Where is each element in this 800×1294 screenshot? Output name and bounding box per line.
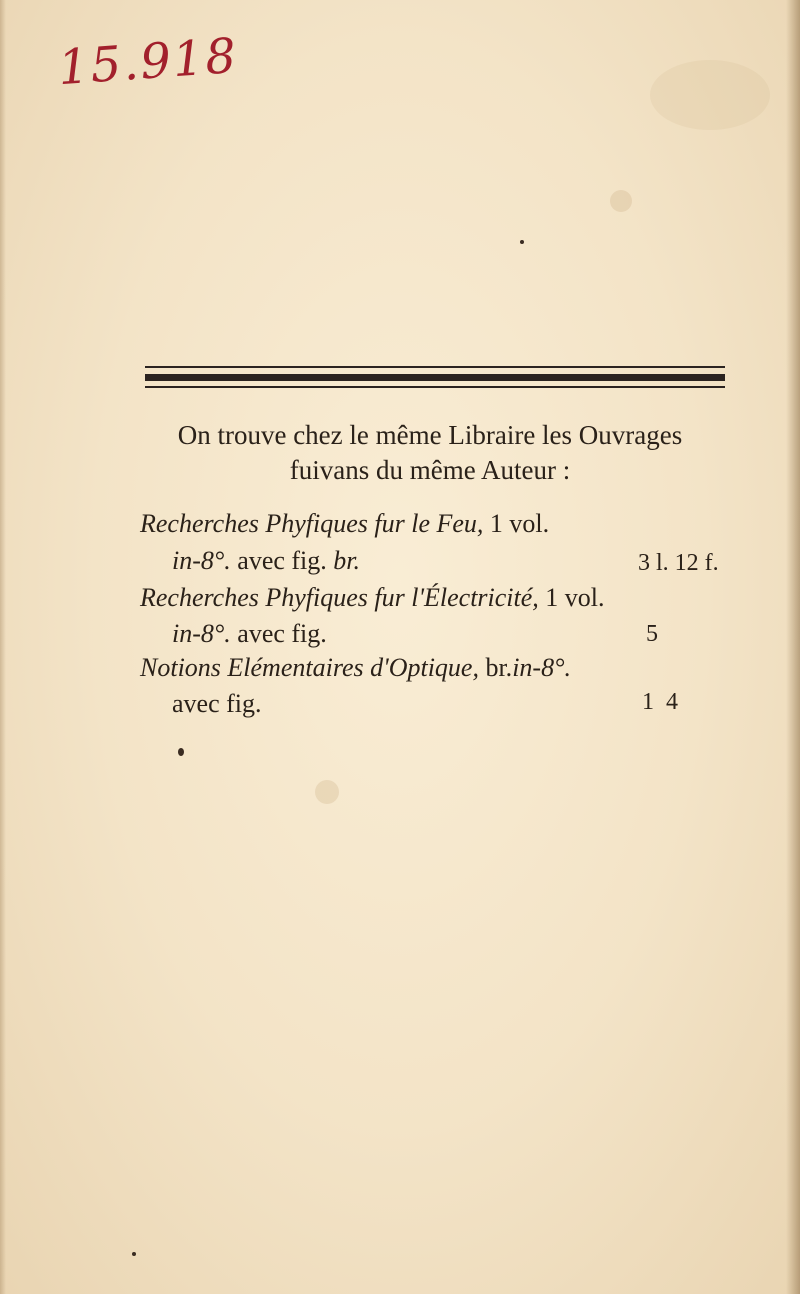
book-3-line-1 [140, 653, 571, 683]
paper-stain [650, 60, 770, 130]
book-2-figures: avec fig. [237, 619, 327, 648]
page-right-edge [786, 0, 800, 1294]
ink-speck [520, 240, 524, 244]
paper-stain [315, 780, 339, 804]
book-2-line-1 [140, 583, 605, 613]
book-2-title: Recherches Phyfiques fur l'Électricité, [140, 583, 539, 612]
book-2-format: in-8°. [172, 619, 231, 648]
book-1-title: Recherches Phyfiques fur le Feu, [140, 509, 484, 538]
ornamental-rule-bottom [145, 386, 725, 388]
ornamental-rule-middle [145, 374, 725, 381]
intro-line-1: On trouve chez le même Libraire les Ouvrages [177, 420, 683, 450]
book-2-line-2 [172, 619, 327, 649]
paper-stain [610, 190, 632, 212]
ink-speck [132, 1252, 136, 1256]
book-3-line-2 [172, 689, 262, 719]
book-2-price: 5 [646, 621, 658, 647]
book-1-line-2 [172, 546, 360, 576]
book-3-figures: avec fig. [172, 689, 262, 718]
ink-speck [178, 748, 184, 756]
book-1-format: in-8°. [172, 546, 231, 575]
handwritten-annotation: 15.918 [56, 27, 240, 97]
book-3-binding: br. [485, 653, 513, 682]
book-3-price: 1 4 [642, 689, 678, 715]
book-1-line-1 [140, 509, 549, 539]
book-1-figures: avec fig. [237, 546, 327, 575]
page-left-edge [0, 0, 6, 1294]
book-1-binding: br. [333, 546, 361, 575]
ornamental-rule-top [145, 366, 725, 368]
intro-text [140, 418, 720, 488]
intro-line-2: fuivans du même Auteur : [289, 455, 571, 485]
book-1-price: 3 l. 12 f. [638, 550, 719, 576]
book-3-format: in-8°. [512, 653, 571, 682]
book-3-title: Notions Elémentaires d'Optique, [140, 653, 479, 682]
book-1-volumes: 1 vol. [489, 509, 550, 538]
book-2-volumes: 1 vol. [545, 583, 605, 612]
